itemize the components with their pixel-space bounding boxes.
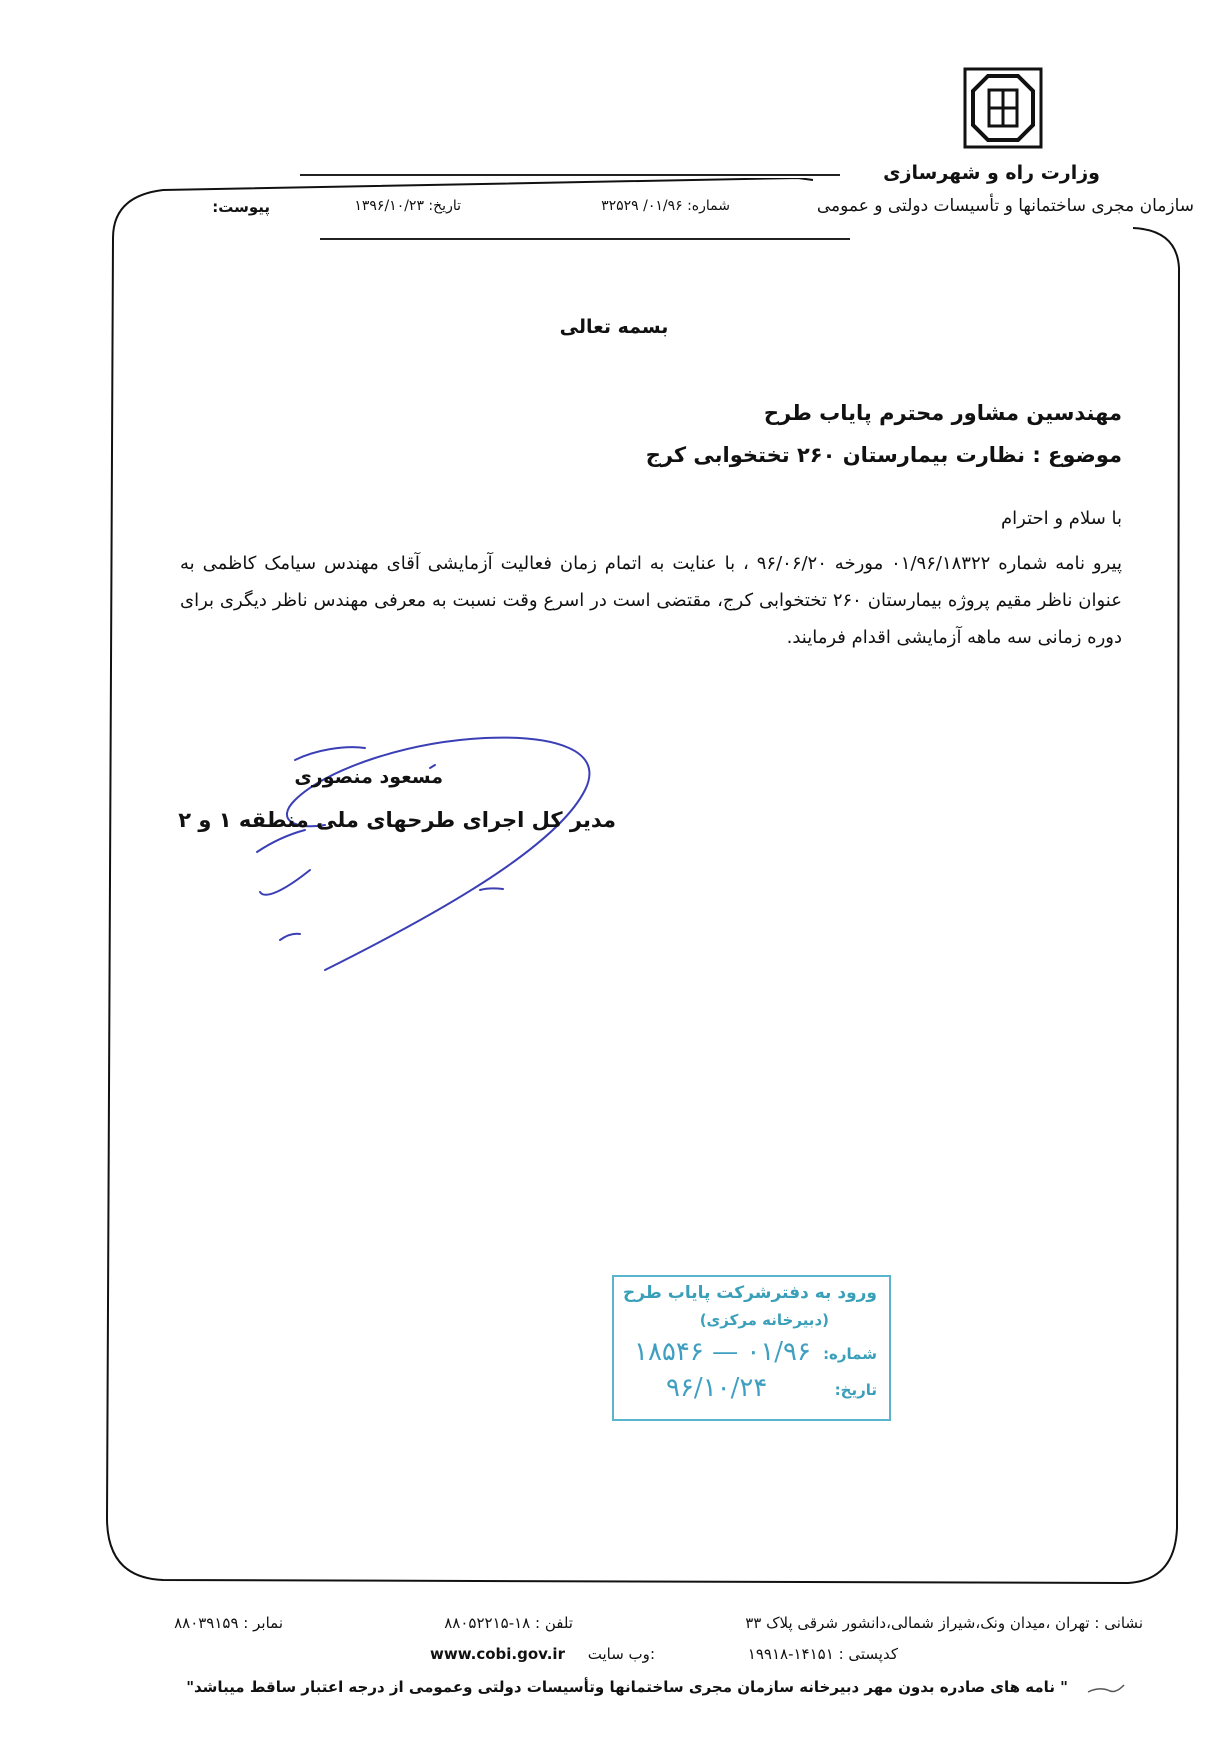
subject: موضوع : نظارت بیمارستان ۲۶۰ تختخوابی کرج bbox=[645, 443, 1122, 467]
stamp-date-value: ۹۶/۱۰/۲۴ bbox=[666, 1373, 768, 1403]
header-divider bbox=[300, 174, 840, 176]
stamp-date-label: تاریخ: bbox=[834, 1381, 877, 1399]
website-label: وب سایت: bbox=[587, 1645, 655, 1663]
ministry-logo bbox=[963, 67, 1043, 149]
signer-title: مدیر کل اجرای طرحهای ملی منطقه ۱ و ۲ bbox=[178, 808, 616, 832]
letter-date: تاریخ: ۱۳۹۶/۱۰/۲۳ bbox=[354, 198, 461, 214]
footer-fax: نمابر : ۸۸۰۳۹۱۵۹ bbox=[174, 1614, 283, 1632]
receipt-stamp bbox=[612, 1275, 891, 1421]
footer-validity-note: " نامه های صادره بدون مهر دبیرخانه سازمان مجری ساختمانها وتأسیسات دولتی وعمومی از درجه اعتبار ساقط میباشد" bbox=[186, 1678, 1068, 1696]
stamp-title: ورود به دفترشرکت پایاب طرح bbox=[622, 1283, 877, 1303]
signer-name: مسعود منصوری bbox=[294, 766, 443, 788]
stamp-number-label: شماره: bbox=[823, 1345, 877, 1363]
letter-body: پیرو نامه شماره ۰۱/۹۶/۱۸۳۲۲ مورخه ۹۶/۰۶/۲۰ ، با عنایت به اتمام زمان فعالیت آزمایشی آقای مهندس سیامک کاظمی به عنوان ناظر مقیم پروژه بیمارستان ۲۶۰ تختخوابی کرج، مقتضی است در اسرع وقت نسبت به معرفی مهندس ناظر دیگری برای دوره زمانی سه ماهه آزمایشی اقدام فرمایند. bbox=[180, 553, 1122, 648]
attachment-label: پیوست: bbox=[212, 198, 270, 216]
letter-number: شماره: ۰۱/۹۶/ ۳۲۵۲۹ bbox=[601, 198, 730, 214]
greeting: با سلام و احترام bbox=[1001, 508, 1122, 529]
website-url[interactable]: www.cobi.gov.ir bbox=[430, 1645, 565, 1663]
stamp-number-value: ۱۸۵۴۶ — ۰۱/۹۶ bbox=[634, 1337, 811, 1367]
footer-phone: تلفن : ۱۸-۸۸۰۵۲۲۱۵ bbox=[444, 1614, 573, 1632]
stamp-subtitle: (دبیرخانه مرکزی) bbox=[699, 1311, 829, 1329]
footer-website bbox=[430, 1645, 655, 1663]
footer-address: نشانی : تهران ،میدان ونک،شیراز شمالی،دانشور شرقی پلاک ۳۳ bbox=[745, 1614, 1143, 1632]
addressee: مهندسین مشاور محترم پایاب طرح bbox=[763, 401, 1122, 425]
organization-name: سازمان مجری ساختمانها و تأسیسات دولتی و عمومی bbox=[816, 196, 1194, 216]
ministry-name: وزارت راه و شهرسازی bbox=[883, 162, 1100, 184]
meta-divider bbox=[320, 238, 850, 240]
footer-postal-code: کدپستی : ۱۴۱۵۱-۱۹۹۱۸ bbox=[747, 1645, 898, 1663]
basmala: بسمه تعالی bbox=[559, 316, 669, 338]
footer-mark bbox=[1086, 1682, 1126, 1696]
